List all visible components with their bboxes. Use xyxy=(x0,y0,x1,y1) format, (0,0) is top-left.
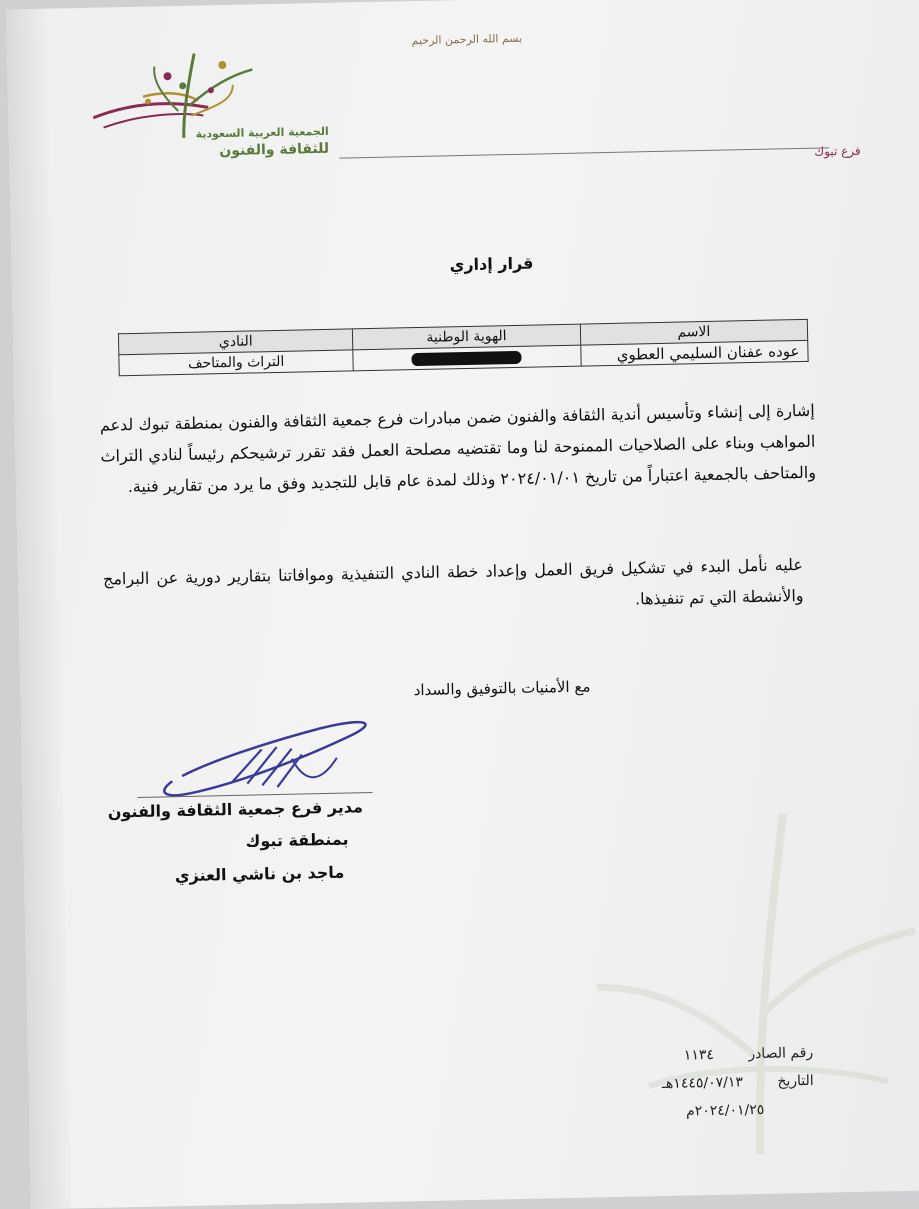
cell-name: عوده عفنان السليمي العطوي xyxy=(580,340,808,366)
issue-number-label: رقم الصادر xyxy=(748,1044,814,1063)
redaction-mark xyxy=(412,350,522,365)
header-divider xyxy=(339,147,829,158)
branch-label: فرع تبوك xyxy=(814,143,861,159)
header-club: النادي xyxy=(118,329,353,355)
document-title: قرار إداري xyxy=(449,253,534,275)
paragraph-1-text: إشارة إلى إنشاء وتأسيس أندية الثقافة والفنون ضمن مبادرات فرع جمعية الثقافة والفنون بمنطقة تبوك لدعم المواهب وبناء على الصلاحيات الممنوحة لنا وما تقتضيه مصلحة العمل فقد تقرر ترشيحكم رئيساً لنادي التراث والمتاحف بالجمعية اعتباراً من تاريخ ٢٠٢٤/٠١/٠١ وذلك لمدة عام قابل للتجديد وفق ما يرد من تقارير فنية. xyxy=(99,400,817,497)
logo-watermark xyxy=(582,751,919,1178)
basmala: بسم الله الرحمن الرحيم xyxy=(411,31,523,48)
document-page xyxy=(6,0,919,1209)
closing-line: مع الأمنيات بالتوفيق والسداد xyxy=(413,677,591,700)
issue-number-value: ١١٣٤ xyxy=(683,1046,715,1064)
body-paragraph-1 xyxy=(100,395,817,503)
paragraph-2-text: عليه نأمل البدء في تشكيل فريق العمل وإعداد خطة النادي التنفيذية وموافاتنا بتقارير دورية عن البرامج والأنشطة التي تم تنفيذها. xyxy=(102,554,804,609)
org-name-line1: الجمعية العربية السعودية xyxy=(195,124,329,141)
issue-date-gregorian-value: ٢٠٢٤/٠١/٢٥م xyxy=(685,1101,765,1120)
cell-club: التراث والمتاحف xyxy=(119,350,354,376)
signer-title-line2: بمنطقة تبوك xyxy=(245,829,349,851)
signer-name: ماجد بن ناشي العنزي xyxy=(174,862,345,886)
org-name-line2: للثقافة والفنون xyxy=(219,140,330,160)
header-name: الاسم xyxy=(580,319,808,345)
signer-title-line1: مدير فرع جمعية الثقافة والفنون xyxy=(107,797,364,822)
body-paragraph-2 xyxy=(103,549,804,626)
cell-national-id xyxy=(353,345,581,371)
info-table xyxy=(118,319,809,376)
handwritten-signature xyxy=(151,717,383,802)
issue-date-hijri-value: ١٤٤٥/٠٧/١٣هـ xyxy=(661,1074,744,1093)
issue-date-label: التاريخ xyxy=(777,1072,814,1090)
header-national-id: الهوية الوطنية xyxy=(353,324,581,350)
page-edge-shadow xyxy=(6,9,71,1209)
